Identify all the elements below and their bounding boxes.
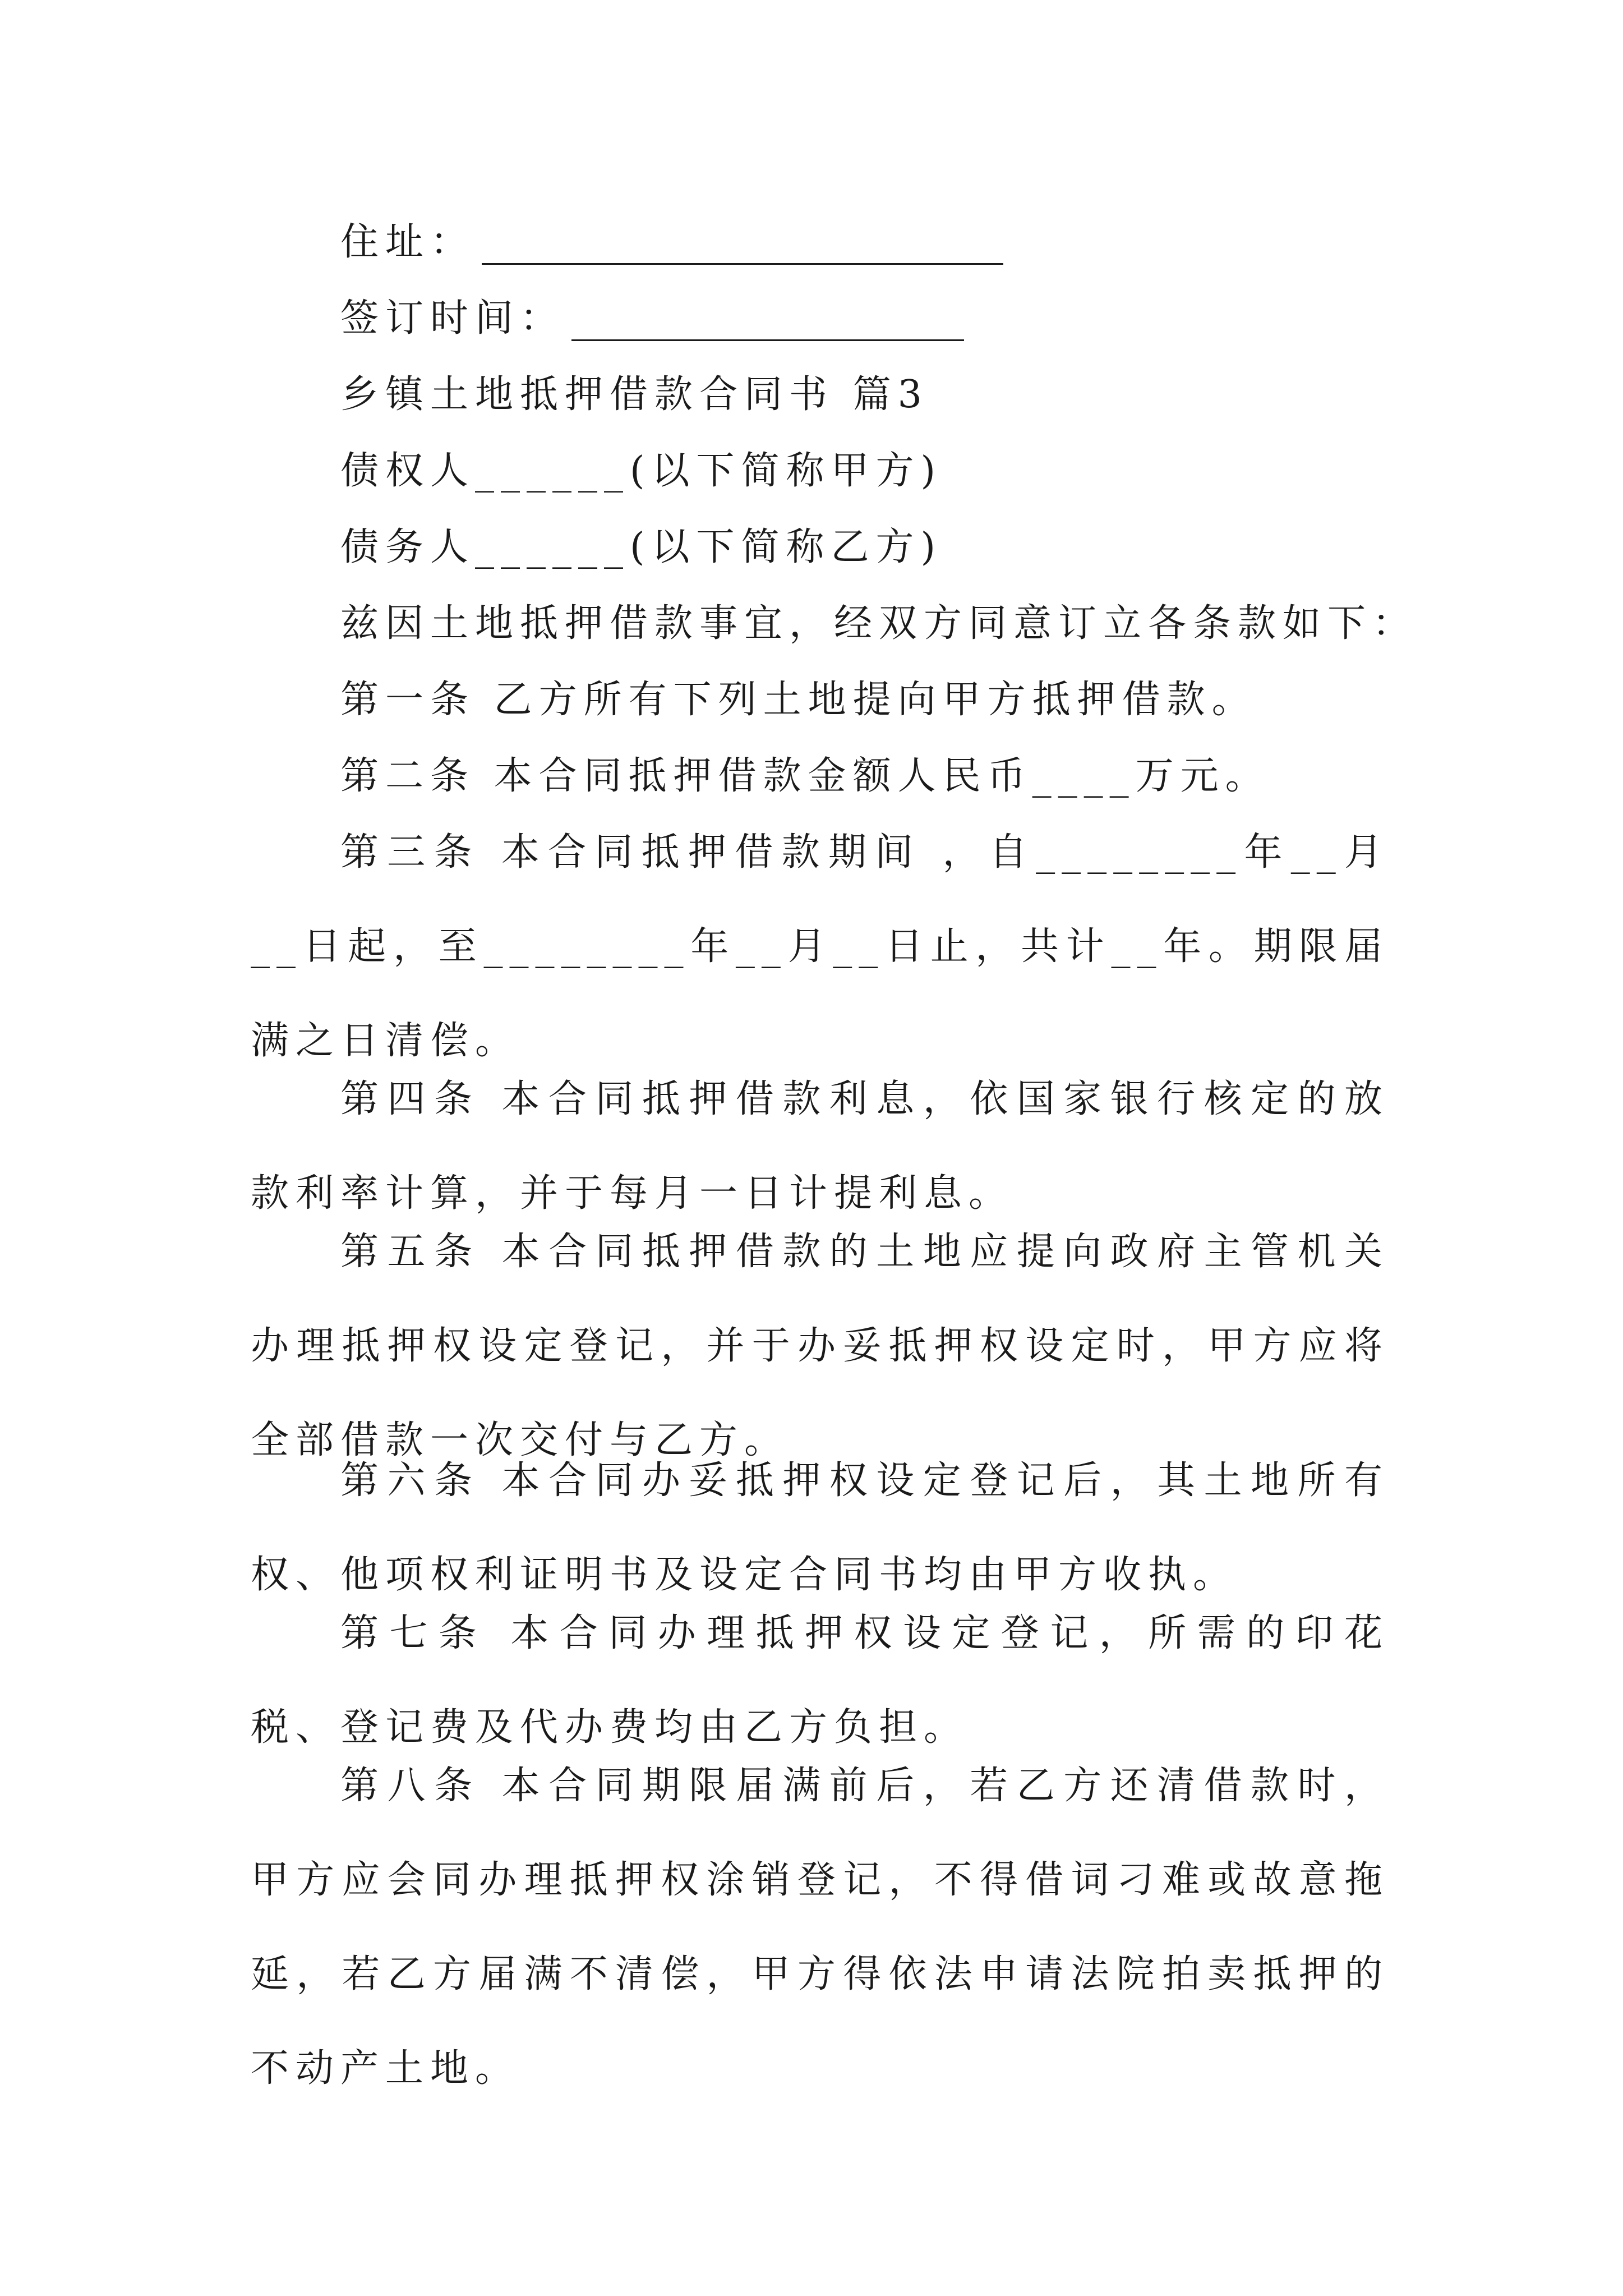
address-line <box>340 220 1003 265</box>
creditor-line: 债权人______(以下简称甲方) <box>340 449 943 493</box>
article-2: 第二条 本合同抵押借款金额人民币____万元。 <box>340 754 1270 798</box>
article-5: 第五条 本合同抵押借款的土地应提向政府主管机关办理抵押权设定登记，并于办妥抵押权设定时，甲方应将全部借款一次交付与乙方。 <box>251 1230 1389 1462</box>
address-label: 住址： <box>340 220 476 264</box>
article-8: 第八条 本合同期限届满前后，若乙方还清借款时，甲方应会同办理抵押权涂销登记，不得借词刁难或故意拖延，若乙方届满不清偿，甲方得依法申请法院拍卖抵押的不动产土地。 <box>251 1764 1389 2091</box>
article-3: 第三条 本合同抵押借款期间 ，自________年__月__日起，至________年__月__日止，共计__年。期限届满之日清偿。 <box>251 830 1389 1063</box>
signing-time-label: 签订时间： <box>340 296 565 341</box>
debtor-line: 债务人______(以下简称乙方) <box>340 525 943 569</box>
intro-line: 兹因土地抵押借款事宜，经双方同意订立各条款如下： <box>340 601 1418 646</box>
article-7: 第七条 本合同办理抵押权设定登记，所需的印花税、登记费及代办费均由乙方负担。 <box>251 1611 1389 1750</box>
signing-time-line <box>340 296 964 341</box>
address-blank <box>482 228 1003 265</box>
article-1: 第一条 乙方所有下列土地提向甲方抵押借款。 <box>340 678 1257 722</box>
article-4: 第四条 本合同抵押借款利息，依国家银行核定的放款利率计算，并于每月一日计提利息。 <box>251 1077 1389 1216</box>
signing-time-blank <box>571 305 964 341</box>
section-title: 乡镇土地抵押借款合同书 篇3 <box>340 372 929 417</box>
article-6: 第六条 本合同办妥抵押权设定登记后，其土地所有权、他项权利证明书及设定合同书均由甲方收执。 <box>251 1458 1389 1597</box>
